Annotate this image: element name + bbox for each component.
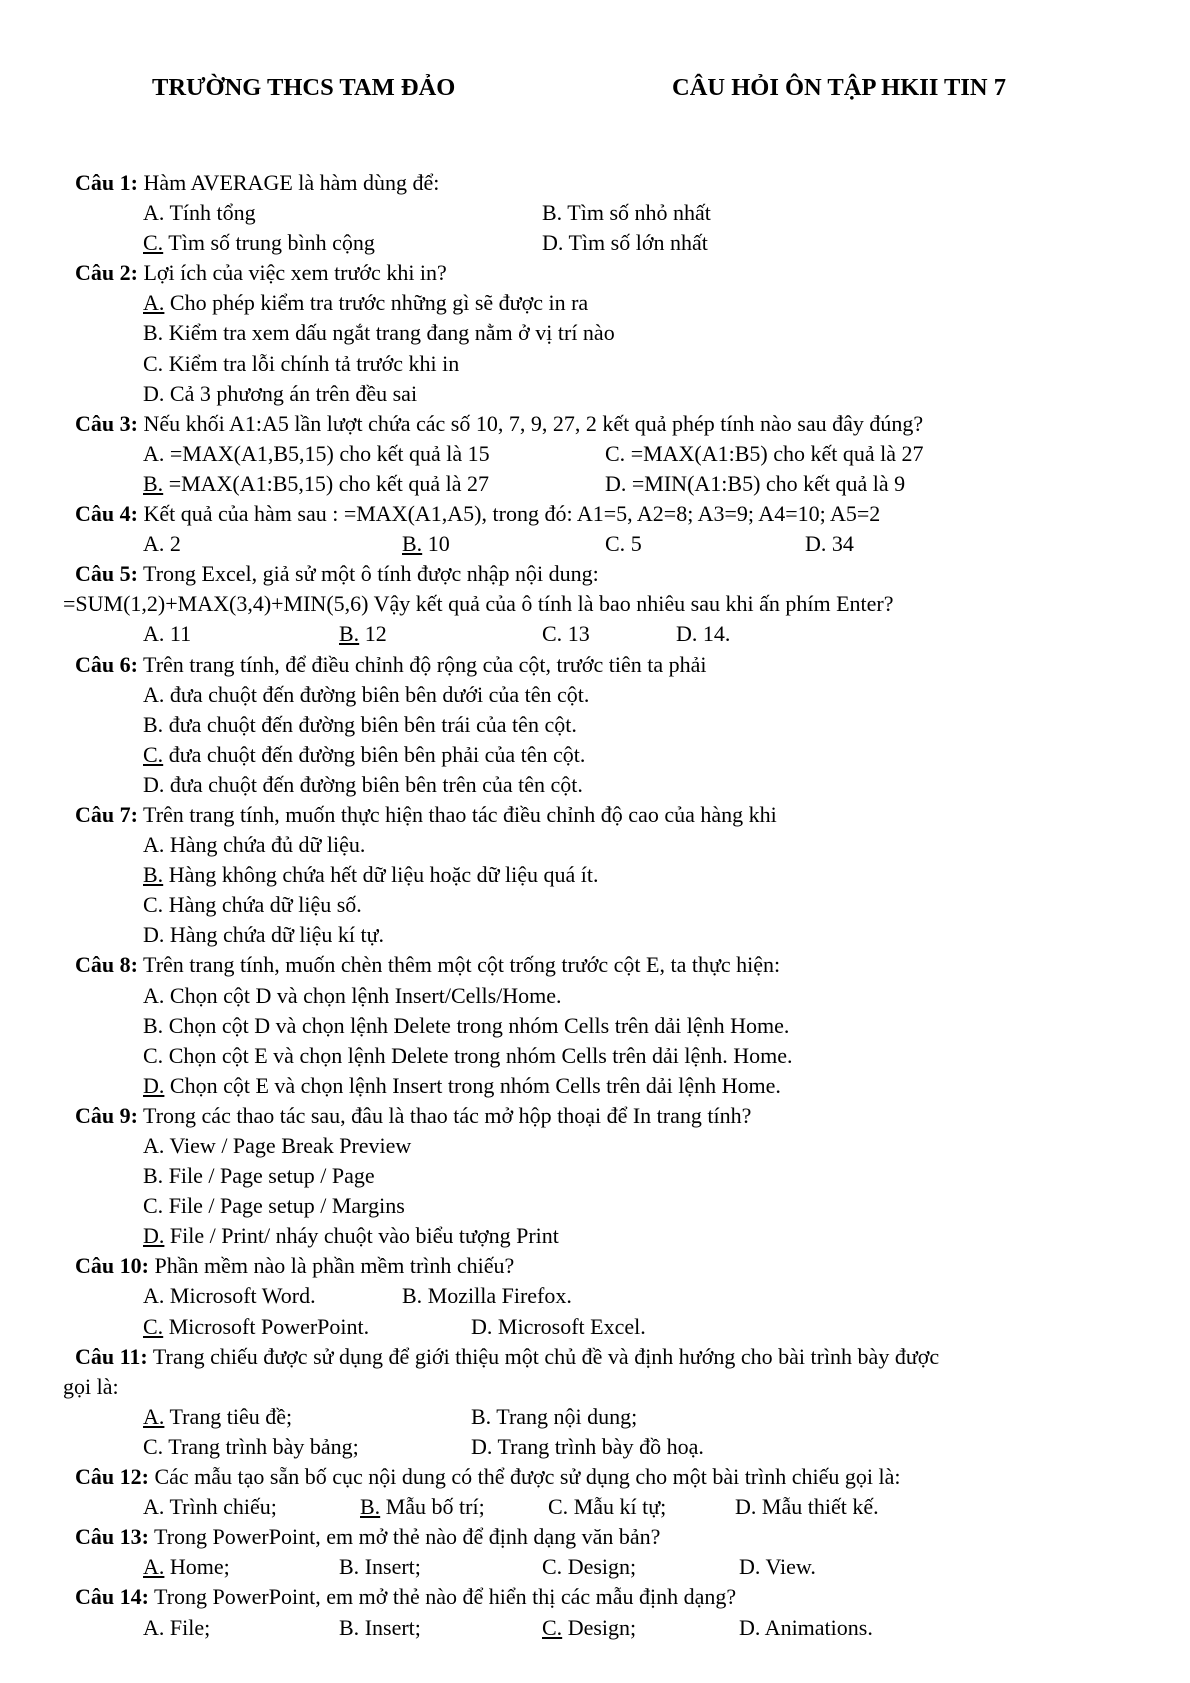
option-text: 12 bbox=[359, 621, 387, 647]
option-text: 5 bbox=[625, 531, 642, 557]
answer-option-a bbox=[143, 1552, 230, 1582]
option-row bbox=[63, 680, 1143, 710]
option-row bbox=[63, 349, 1143, 379]
question-text: Trên trang tính, muốn thực hiện thao tác điều chỉnh độ cao của hàng khi bbox=[137, 801, 777, 827]
option-key: C. bbox=[143, 230, 164, 256]
option-key: A. bbox=[143, 621, 165, 647]
option-key: A. bbox=[143, 200, 165, 226]
option-text: Microsoft Word. bbox=[164, 1283, 316, 1309]
option-text: 10 bbox=[422, 531, 450, 557]
option-key: A. bbox=[143, 531, 165, 557]
option-text: =MAX(A1:B5,15) cho kết quả là 27 bbox=[163, 470, 490, 496]
answer-option-d bbox=[143, 1071, 781, 1101]
answer-option-c bbox=[143, 1432, 359, 1462]
question-label: Câu 14: bbox=[75, 1584, 149, 1610]
answer-option-c bbox=[605, 439, 924, 469]
option-row bbox=[63, 469, 1143, 499]
question-7 bbox=[63, 800, 1143, 830]
option-row bbox=[63, 1281, 1143, 1311]
question-label: Câu 12: bbox=[75, 1464, 149, 1490]
question-text: Trong PowerPoint, em mở thẻ nào để định dạng văn bản? bbox=[148, 1524, 661, 1550]
option-row bbox=[63, 1312, 1143, 1342]
answer-option-c bbox=[143, 890, 362, 920]
option-key: C. bbox=[143, 741, 164, 767]
answer-option-d bbox=[471, 1432, 704, 1462]
question-11 bbox=[63, 1342, 1143, 1372]
answer-option-d bbox=[605, 469, 905, 499]
answer-option-b bbox=[542, 198, 711, 228]
option-key: B. bbox=[143, 1012, 164, 1038]
answer-option-d bbox=[143, 379, 417, 409]
option-text: Mẫu kí tự; bbox=[568, 1494, 667, 1520]
question-text: Trên trang tính, để điều chỉnh độ rộng của cột, trước tiên ta phải bbox=[137, 651, 707, 677]
option-key: B. bbox=[143, 470, 164, 496]
answer-option-c bbox=[542, 619, 590, 649]
option-text: Insert; bbox=[359, 1554, 421, 1580]
answer-option-a bbox=[143, 680, 589, 710]
option-row bbox=[63, 228, 1143, 258]
option-key: D. bbox=[735, 1494, 757, 1520]
option-row bbox=[63, 1071, 1143, 1101]
question-label: Câu 1: bbox=[75, 170, 138, 195]
option-key: A. bbox=[143, 290, 165, 316]
answer-option-d bbox=[805, 529, 854, 559]
option-key: D. bbox=[739, 1554, 761, 1580]
question-6 bbox=[63, 650, 1143, 680]
option-key: B. bbox=[143, 1163, 164, 1189]
option-key: D. bbox=[143, 1072, 165, 1098]
option-key: D. bbox=[676, 621, 698, 647]
option-key: B. bbox=[143, 711, 164, 737]
option-row bbox=[63, 1131, 1143, 1161]
answer-option-d bbox=[739, 1613, 873, 1643]
option-text: Hàng chứa đủ dữ liệu. bbox=[164, 832, 366, 858]
option-key: D. bbox=[143, 922, 165, 948]
answer-option-b bbox=[402, 1281, 572, 1311]
answer-option-a bbox=[143, 288, 588, 318]
option-key: D. bbox=[471, 1313, 493, 1339]
answer-option-c bbox=[542, 1552, 636, 1582]
answer-option-a bbox=[143, 439, 490, 469]
option-key: D. bbox=[143, 380, 165, 406]
option-text: File / Page setup / Page bbox=[163, 1163, 375, 1189]
option-text: Hàng chứa dữ liệu kí tự. bbox=[164, 922, 385, 948]
option-text: Tìm số nhỏ nhất bbox=[562, 200, 711, 226]
document-title: CÂU HỎI ÔN TẬP HKII TIN 7 bbox=[672, 74, 1006, 101]
answer-option-d bbox=[143, 770, 583, 800]
option-key: D. bbox=[805, 531, 827, 557]
question-label: Câu 6: bbox=[75, 651, 138, 677]
option-text: 11 bbox=[164, 621, 192, 647]
question-label: Câu 9: bbox=[75, 1102, 138, 1128]
page-header bbox=[0, 74, 1190, 114]
option-key: C. bbox=[143, 892, 164, 918]
option-key: D. bbox=[143, 1223, 165, 1249]
option-text: Trang trình bày bảng; bbox=[163, 1433, 359, 1459]
option-text: Mozilla Firefox. bbox=[422, 1283, 572, 1309]
option-text: Design; bbox=[562, 1554, 637, 1580]
answer-option-d bbox=[471, 1312, 646, 1342]
option-text: Trình chiếu; bbox=[164, 1494, 277, 1520]
option-text: Home; bbox=[164, 1554, 230, 1580]
option-key: A. bbox=[143, 1554, 165, 1580]
answer-option-a bbox=[143, 1402, 292, 1432]
option-text: Hàng chứa dữ liệu số. bbox=[163, 892, 362, 918]
option-key: C. bbox=[542, 1614, 563, 1640]
question-list bbox=[63, 168, 1143, 1643]
option-row bbox=[63, 198, 1143, 228]
option-key: D. bbox=[605, 470, 627, 496]
answer-option-b bbox=[143, 860, 599, 890]
answer-option-c bbox=[143, 740, 585, 770]
option-text: Trang tiêu đề; bbox=[164, 1403, 293, 1429]
answer-option-d bbox=[143, 920, 384, 950]
option-row bbox=[63, 981, 1143, 1011]
option-row bbox=[63, 920, 1143, 950]
option-key: C. bbox=[605, 440, 626, 466]
option-key: A. bbox=[143, 982, 165, 1008]
option-row bbox=[63, 529, 1143, 559]
option-text: Chọn cột E và chọn lệnh Insert trong nhóm Cells trên dải lệnh Home. bbox=[164, 1072, 781, 1098]
option-key: C. bbox=[548, 1494, 569, 1520]
option-key: A. bbox=[143, 1403, 165, 1429]
question-label: Câu 7: bbox=[75, 801, 138, 827]
school-name: TRƯỜNG THCS TAM ĐẢO bbox=[152, 74, 456, 101]
question-text: Hàm AVERAGE là hàm dùng để: bbox=[137, 170, 440, 195]
answer-option-b bbox=[143, 710, 577, 740]
option-text: Animations. bbox=[760, 1614, 873, 1640]
answer-option-d bbox=[739, 1552, 816, 1582]
answer-option-b bbox=[339, 1552, 421, 1582]
option-text: Chọn cột D và chọn lệnh Delete trong nhóm Cells trên dải lệnh Home. bbox=[163, 1012, 790, 1038]
option-text: Tìm số trung bình cộng bbox=[163, 230, 375, 256]
answer-option-a bbox=[143, 1613, 210, 1643]
option-row bbox=[63, 439, 1143, 469]
option-key: B. bbox=[471, 1403, 492, 1429]
option-key: B. bbox=[542, 200, 563, 226]
answer-option-a bbox=[143, 830, 365, 860]
option-text: Microsoft Excel. bbox=[492, 1313, 646, 1339]
option-text: Trang trình bày đồ hoạ. bbox=[492, 1433, 704, 1459]
option-text: Trang nội dung; bbox=[491, 1403, 638, 1429]
option-text: Insert; bbox=[359, 1614, 421, 1640]
option-text: Tìm số lớn nhất bbox=[563, 230, 708, 256]
option-key: A. bbox=[143, 1283, 165, 1309]
option-text: đưa chuột đến đường biên bên dưới của tên cột. bbox=[164, 681, 590, 707]
option-text: View. bbox=[760, 1554, 816, 1580]
option-key: A. bbox=[143, 1494, 165, 1520]
question-12 bbox=[63, 1462, 1143, 1492]
option-row bbox=[63, 379, 1143, 409]
question-4 bbox=[63, 499, 1143, 529]
option-text: Cả 3 phương án trên đều sai bbox=[164, 380, 418, 406]
option-key: B. bbox=[143, 862, 164, 888]
option-text: =MIN(A1:B5) cho kết quả là 9 bbox=[626, 470, 906, 496]
question-8 bbox=[63, 950, 1143, 980]
question-9 bbox=[63, 1101, 1143, 1131]
question-label: Câu 4: bbox=[75, 501, 138, 527]
question-1 bbox=[63, 168, 1143, 198]
answer-option-a bbox=[143, 619, 191, 649]
option-text: Microsoft PowerPoint. bbox=[163, 1313, 370, 1339]
question-text: Các mẫu tạo sẵn bố cục nội dung có thể được sử dụng cho một bài trình chiếu gọi là: bbox=[148, 1464, 901, 1490]
option-key: D. bbox=[471, 1433, 493, 1459]
option-key: C. bbox=[143, 1193, 164, 1219]
option-text: Hàng không chứa hết dữ liệu hoặc dữ liệu quá ít. bbox=[163, 862, 599, 888]
question-text: Kết quả của hàm sau : =MAX(A1,A5), trong đó: A1=5, A2=8; A3=9; A4=10; A5=2 bbox=[137, 501, 881, 527]
option-text: đưa chuột đến đường biên bên trái của tên cột. bbox=[163, 711, 577, 737]
option-row bbox=[63, 830, 1143, 860]
option-key: B. bbox=[339, 1554, 360, 1580]
answer-option-a bbox=[143, 1281, 316, 1311]
option-key: C. bbox=[542, 621, 563, 647]
option-text: =MAX(A1:B5) cho kết quả là 27 bbox=[625, 440, 924, 466]
question-text: Nếu khối A1:A5 lần lượt chứa các số 10, 7, 9, 27, 2 kết quả phép tính nào sau đây đúng? bbox=[137, 410, 924, 436]
answer-option-d bbox=[143, 1221, 559, 1251]
question-label: Câu 3: bbox=[75, 410, 138, 436]
question-label: Câu 13: bbox=[75, 1524, 149, 1550]
option-key: B. bbox=[360, 1494, 381, 1520]
answer-option-b bbox=[360, 1492, 485, 1522]
option-key: C. bbox=[605, 531, 626, 557]
answer-option-a bbox=[143, 1131, 411, 1161]
option-key: C. bbox=[542, 1554, 563, 1580]
question-text: Phần mềm nào là phần mềm trình chiếu? bbox=[148, 1253, 515, 1279]
option-text: 14. bbox=[697, 621, 731, 647]
answer-option-b bbox=[339, 619, 387, 649]
option-row bbox=[63, 860, 1143, 890]
option-key: D. bbox=[143, 771, 165, 797]
answer-option-b bbox=[339, 1613, 421, 1643]
answer-option-b bbox=[471, 1402, 637, 1432]
option-row bbox=[63, 1552, 1143, 1582]
option-row bbox=[63, 1041, 1143, 1071]
question-3 bbox=[63, 409, 1143, 439]
question-label: Câu 8: bbox=[75, 952, 138, 978]
option-key: D. bbox=[739, 1614, 761, 1640]
option-key: A. bbox=[143, 832, 165, 858]
option-text: 13 bbox=[562, 621, 590, 647]
option-key: C. bbox=[143, 1313, 164, 1339]
option-key: A. bbox=[143, 440, 165, 466]
question-label: Câu 10: bbox=[75, 1253, 149, 1279]
option-row bbox=[63, 890, 1143, 920]
answer-option-a bbox=[143, 1492, 277, 1522]
option-text: Chọn cột E và chọn lệnh Delete trong nhóm Cells trên dải lệnh. Home. bbox=[163, 1042, 793, 1068]
option-text: Design; bbox=[562, 1614, 637, 1640]
option-text: 2 bbox=[164, 531, 181, 557]
question-label: Câu 11: bbox=[75, 1343, 148, 1369]
option-text: Tính tổng bbox=[164, 200, 256, 226]
option-text: đưa chuột đến đường biên bên trên của tên cột. bbox=[164, 771, 583, 797]
answer-option-b bbox=[143, 469, 489, 499]
option-key: A. bbox=[143, 1614, 165, 1640]
answer-option-c bbox=[143, 1312, 369, 1342]
option-key: B. bbox=[339, 621, 360, 647]
answer-option-b bbox=[143, 1161, 375, 1191]
option-row bbox=[63, 288, 1143, 318]
option-key: B. bbox=[143, 320, 164, 346]
option-text: File / Print/ nháy chuột vào biểu tượng Print bbox=[164, 1223, 559, 1249]
option-key: D. bbox=[542, 230, 564, 256]
option-text: View / Page Break Preview bbox=[164, 1133, 412, 1158]
answer-option-d bbox=[542, 228, 708, 258]
question-text: Trên trang tính, muốn chèn thêm một cột trống trước cột E, ta thực hiện: bbox=[137, 952, 781, 978]
option-key: C. bbox=[143, 350, 164, 376]
question-10 bbox=[63, 1251, 1143, 1281]
question-text: Lợi ích của việc xem trước khi in? bbox=[137, 260, 447, 286]
option-text: Kiểm tra lỗi chính tả trước khi in bbox=[163, 350, 460, 376]
answer-option-c bbox=[605, 529, 642, 559]
question-text: Trang chiếu được sử dụng để giới thiệu một chủ đề và định hướng cho bài trình bày được bbox=[147, 1343, 940, 1369]
answer-option-a bbox=[143, 529, 181, 559]
question-14 bbox=[63, 1582, 1143, 1612]
answer-option-c bbox=[548, 1492, 666, 1522]
option-key: A. bbox=[143, 681, 165, 707]
option-row bbox=[63, 1432, 1143, 1462]
option-row bbox=[63, 1492, 1143, 1522]
answer-option-c bbox=[143, 1041, 793, 1071]
answer-option-c bbox=[542, 1613, 636, 1643]
answer-option-a bbox=[143, 198, 256, 228]
option-row bbox=[63, 1161, 1143, 1191]
option-key: A. bbox=[143, 1133, 165, 1158]
answer-option-c bbox=[143, 1191, 405, 1221]
option-row bbox=[63, 1402, 1143, 1432]
option-text: Mẫu bố trí; bbox=[380, 1494, 485, 1520]
question-text: Trong các thao tác sau, đâu là thao tác mở hộp thoại để In trang tính? bbox=[137, 1102, 752, 1128]
answer-option-a bbox=[143, 981, 562, 1011]
answer-option-d bbox=[676, 619, 730, 649]
option-text: File / Page setup / Margins bbox=[163, 1193, 405, 1219]
option-text: Mẫu thiết kế. bbox=[756, 1494, 879, 1520]
option-text: 34 bbox=[826, 531, 854, 557]
option-key: C. bbox=[143, 1433, 164, 1459]
option-key: B. bbox=[339, 1614, 360, 1640]
question-label: Câu 2: bbox=[75, 260, 138, 286]
question-label: Câu 5: bbox=[75, 561, 138, 587]
option-key: B. bbox=[402, 1283, 423, 1309]
option-text: Cho phép kiểm tra trước những gì sẽ được in ra bbox=[164, 290, 589, 316]
question-2 bbox=[63, 258, 1143, 288]
option-key: C. bbox=[143, 1042, 164, 1068]
option-text: File; bbox=[164, 1614, 211, 1640]
question-13 bbox=[63, 1522, 1143, 1552]
answer-option-b bbox=[143, 1011, 789, 1041]
option-row bbox=[63, 318, 1143, 348]
question-text-continuation: gọi là: bbox=[63, 1373, 119, 1399]
answer-option-b bbox=[143, 318, 615, 348]
answer-option-d bbox=[735, 1492, 879, 1522]
option-row bbox=[63, 740, 1143, 770]
question-5 bbox=[63, 559, 1143, 589]
option-row bbox=[63, 1011, 1143, 1041]
option-row bbox=[63, 710, 1143, 740]
question-text: Trong Excel, giả sử một ô tính được nhập nội dung: bbox=[137, 561, 599, 587]
option-key: B. bbox=[402, 531, 423, 557]
answer-option-b bbox=[402, 529, 450, 559]
question-text-continuation: =SUM(1,2)+MAX(3,4)+MIN(5,6) Vậy kết quả của ô tính là bao nhiêu sau khi ấn phím Enter? bbox=[63, 591, 894, 617]
answer-option-c bbox=[143, 349, 459, 379]
question-text: Trong PowerPoint, em mở thẻ nào để hiển thị các mẫu định dạng? bbox=[148, 1584, 737, 1610]
option-row bbox=[63, 1191, 1143, 1221]
option-row bbox=[63, 770, 1143, 800]
option-text: =MAX(A1,B5,15) cho kết quả là 15 bbox=[164, 440, 490, 466]
option-row bbox=[63, 619, 1143, 649]
option-row bbox=[63, 1613, 1143, 1643]
option-row bbox=[63, 1221, 1143, 1251]
option-text: Chọn cột D và chọn lệnh Insert/Cells/Home. bbox=[164, 982, 562, 1008]
option-text: Kiểm tra xem dấu ngắt trang đang nằm ở vị trí nào bbox=[163, 320, 615, 346]
answer-option-c bbox=[143, 228, 375, 258]
option-text: đưa chuột đến đường biên bên phải của tên cột. bbox=[163, 741, 586, 767]
